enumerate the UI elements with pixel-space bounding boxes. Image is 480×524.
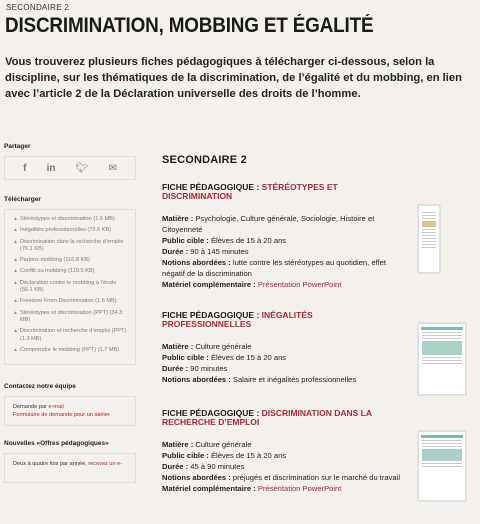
download-item[interactable]: ▲ Comprendre le mobbing (PPT) (1.7 MB): [13, 346, 120, 353]
page-title: DISCRIMINATION, MOBBING ET ÉGALITÉ: [5, 14, 374, 37]
fiche-materiel: Matériel complémentaire : Présentation PowerPoint: [162, 280, 342, 289]
download-icon: ▲: [13, 298, 18, 305]
workshop-form-link[interactable]: Formulaire de demande pour un atelier: [13, 412, 110, 419]
newsletter-link[interactable]: recevez un e-: [88, 461, 123, 468]
main-content: [162, 154, 480, 519]
fiche-card: [162, 311, 480, 409]
download-icon: ▲: [13, 238, 18, 245]
fiche-matiere: Matière : Psychologie, Culture générale, Sociologie, Histoire et Citoyenneté: [162, 214, 375, 234]
fiche-title: FICHE PÉDAGOGIQUE : STÉRÉOTYPES ET DISCRIMINATION: [162, 182, 338, 201]
fiche-title: FICHE PÉDAGOGIQUE : DISCRIMINATION DANS LA RECHERCHE D’EMPLOI: [162, 408, 372, 427]
email-link[interactable]: e-mail: [48, 404, 64, 411]
fiche-duree: Durée : 90 minutes: [162, 364, 228, 373]
fiche-title: FICHE PÉDAGOGIQUE : INÉGALITÉS PROFESSIONNELLES: [162, 310, 313, 329]
download-item[interactable]: ▲ Stéréotypes et discrimination (PPT) (34.3 MB): [13, 309, 123, 323]
download-icon: ▲: [13, 346, 18, 353]
download-icon: ▲: [13, 227, 18, 234]
fiche-thumbnail[interactable]: [418, 205, 440, 273]
download-item[interactable]: ▲ Parlons mobbing (116.8 KB): [13, 257, 90, 264]
fiche-notions: Notions abordées : Salaire et inégalités professionnelles: [162, 375, 357, 384]
news-text: Deux à quatre fois par année, recevez un e-: [13, 461, 123, 468]
download-item[interactable]: ▲ Freedom From Discrimination (1.6 MB): [13, 298, 117, 305]
contact-heading: Contactez notre équipe: [4, 383, 76, 391]
download-icon: ▲: [13, 257, 18, 264]
download-item[interactable]: ▲ Déclaration contre le mobbing à l’école (56.1 KB): [13, 279, 117, 294]
download-item[interactable]: ▲ Conflit ou mobbing (110.5 KB): [13, 268, 95, 275]
fiche-duree: Durée : 90 à 145 minutes: [162, 247, 249, 256]
fiche-public: Public cible : Élèves de 15 à 20 ans: [162, 451, 287, 460]
powerpoint-link[interactable]: Présentation PowerPoint: [257, 280, 342, 289]
download-list: [4, 209, 136, 365]
fiche-matiere: Matière : Culture générale: [162, 440, 252, 449]
share-box: [4, 156, 136, 180]
download-heading: Télécharger: [4, 196, 41, 203]
twitter-icon[interactable]: 🐦︎: [75, 162, 89, 174]
fiche-notions: Notions abordées : lutte contre les stéréotypes au quotidien, effet négatif de la discrimination: [162, 258, 386, 278]
fiche-matiere: Matière : Culture générale: [162, 342, 252, 351]
fiche-duree: Durée : 45 à 90 minutes: [162, 462, 245, 471]
share-heading: Partager: [4, 143, 31, 150]
fiche-materiel: Matériel complémentaire : Présentation PowerPoint: [162, 484, 342, 493]
sidebar: [4, 143, 136, 483]
section-title: SECONDAIRE 2: [162, 154, 247, 166]
fiche-thumbnail[interactable]: [418, 431, 466, 501]
fiche-notions: Notions abordées : préjugés et discrimination sur le marché du travail: [162, 473, 401, 482]
fiche-public: Public cible : Élèves de 15 à 20 ans: [162, 353, 287, 362]
download-icon: ▲: [13, 216, 18, 222]
download-item[interactable]: ▲ Inégalités professionnelles (72.6 KB): [13, 227, 112, 234]
mail-icon[interactable]: ✉: [108, 162, 117, 174]
download-icon: ▲: [13, 328, 18, 335]
download-icon: ▲: [13, 279, 18, 286]
download-item[interactable]: ▲ Discrimination dans la recherche d’emploi (76.1 KB): [13, 238, 124, 252]
fiche-card: [162, 409, 480, 519]
download-item[interactable]: ▲ Stéréotypes et discrimination (1.6 MB): [13, 216, 115, 222]
contact-box: [4, 396, 136, 426]
intro-text: Vous trouverez plusieurs fiches pédagogiques à télécharger ci-dessous, selon la discipline, sur les thématiques de la discrimination, de l’égalité et du mobbing, en lien avec l’article 2 de la Déclaration universelle des droits de l’homme.: [5, 56, 462, 100]
page-kicker: SECONDAIRE 2: [6, 3, 70, 12]
facebook-icon[interactable]: f: [23, 162, 27, 174]
fiche-card: [162, 183, 480, 311]
powerpoint-link[interactable]: Présentation PowerPoint: [257, 484, 342, 493]
download-icon: ▲: [13, 309, 18, 316]
news-box: [4, 453, 136, 483]
fiche-public: Public cible : Élèves de 15 à 20 ans: [162, 236, 287, 245]
linkedin-icon[interactable]: in: [46, 162, 56, 174]
download-item[interactable]: ▲ Discrimination et recherche d’emploi (PPT) (1.3 MB): [13, 328, 127, 342]
news-heading: Nouvelles «Offres pédagogiques»: [4, 440, 109, 448]
fiche-thumbnail[interactable]: [418, 323, 466, 395]
download-icon: ▲: [13, 268, 18, 275]
contact-email-line: Demande par e-mail: [13, 404, 64, 411]
